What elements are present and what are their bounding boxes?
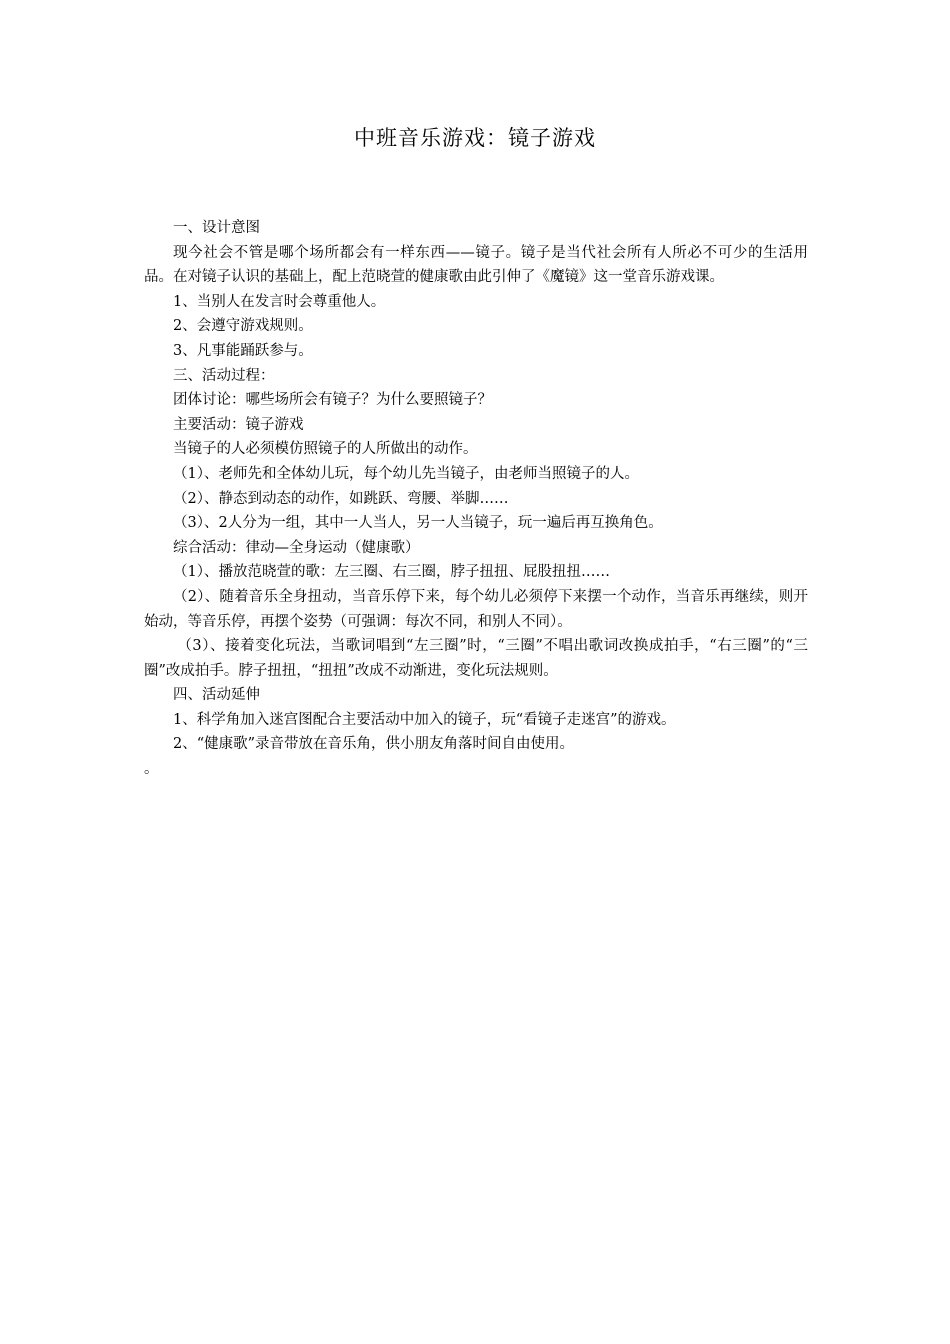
document-body bbox=[144, 216, 808, 782]
paragraph-combined-activity: 综合活动：律动—全身运动（健康歌） bbox=[173, 539, 420, 556]
paragraph-design-intent: 现今社会不管是哪个场所都会有一样东西——镜子。镜子是当代社会所有人所必不可少的生活用品。在对镜子认识的基础上，配上范晓萱的健康歌由此引伸了《魔镜》这一堂音乐游戏课。 bbox=[144, 244, 808, 286]
document-title: 中班音乐游戏：镜子游戏 bbox=[354, 126, 596, 150]
section-heading-activity-process: 三、活动过程： bbox=[173, 367, 275, 384]
main-step-2: （2）、静态到动态的动作，如跳跃、弯腰、举脚…… bbox=[173, 490, 509, 507]
goal-item-3: 3、凡事能踊跃参与。 bbox=[173, 342, 313, 359]
combined-step-1: （1）、播放范晓萱的歌：左三圈、右三圈，脖子扭扭、屁股扭扭…… bbox=[173, 564, 610, 581]
trailing-mark: 。 bbox=[144, 761, 159, 778]
paragraph-group-discussion: 团体讨论：哪些场所会有镜子？为什么要照镜子？ bbox=[173, 392, 492, 409]
paragraph-main-activity: 主要活动：镜子游戏 bbox=[173, 416, 304, 433]
section-heading-design-intent: 一、设计意图 bbox=[173, 220, 260, 236]
combined-step-3: （3）、接着变化玩法，当歌词唱到“左三圈”时，“三圈”不唱出歌词改换成拍手，“右三圈”的“三圈”改成拍手。脖子扭扭，“扭扭”改成不动渐进，变化玩法规则。 bbox=[144, 638, 808, 679]
main-step-1: （1）、老师先和全体幼儿玩，每个幼儿先当镜子，由老师当照镜子的人。 bbox=[173, 465, 639, 482]
extension-item-1: 1、科学角加入迷宫图配合主要活动中加入的镜子，玩“看镜子走迷宫”的游戏。 bbox=[173, 711, 676, 728]
goal-item-1: 1、当别人在发言时会尊重他人。 bbox=[173, 293, 386, 310]
section-heading-extension: 四、活动延伸 bbox=[173, 687, 260, 704]
combined-step-2: （2）、随着音乐全身扭动，当音乐停下来，每个幼儿必须停下来摆一个动作，当音乐再继续，则开始动，等音乐停，再摆个姿势（可强调：每次不同，和别人不同）。 bbox=[144, 588, 808, 630]
goal-item-2: 2、会遵守游戏规则。 bbox=[173, 318, 313, 335]
main-step-3: （3）、2人分为一组，其中一人当人，另一人当镜子，玩一遍后再互换角色。 bbox=[173, 515, 663, 532]
paragraph-mirror-rule: 当镜子的人必须模仿照镜子的人所做出的动作。 bbox=[173, 441, 478, 458]
extension-item-2: 2、“健康歌”录音带放在音乐角，供小朋友角落时间自由使用。 bbox=[173, 736, 575, 753]
